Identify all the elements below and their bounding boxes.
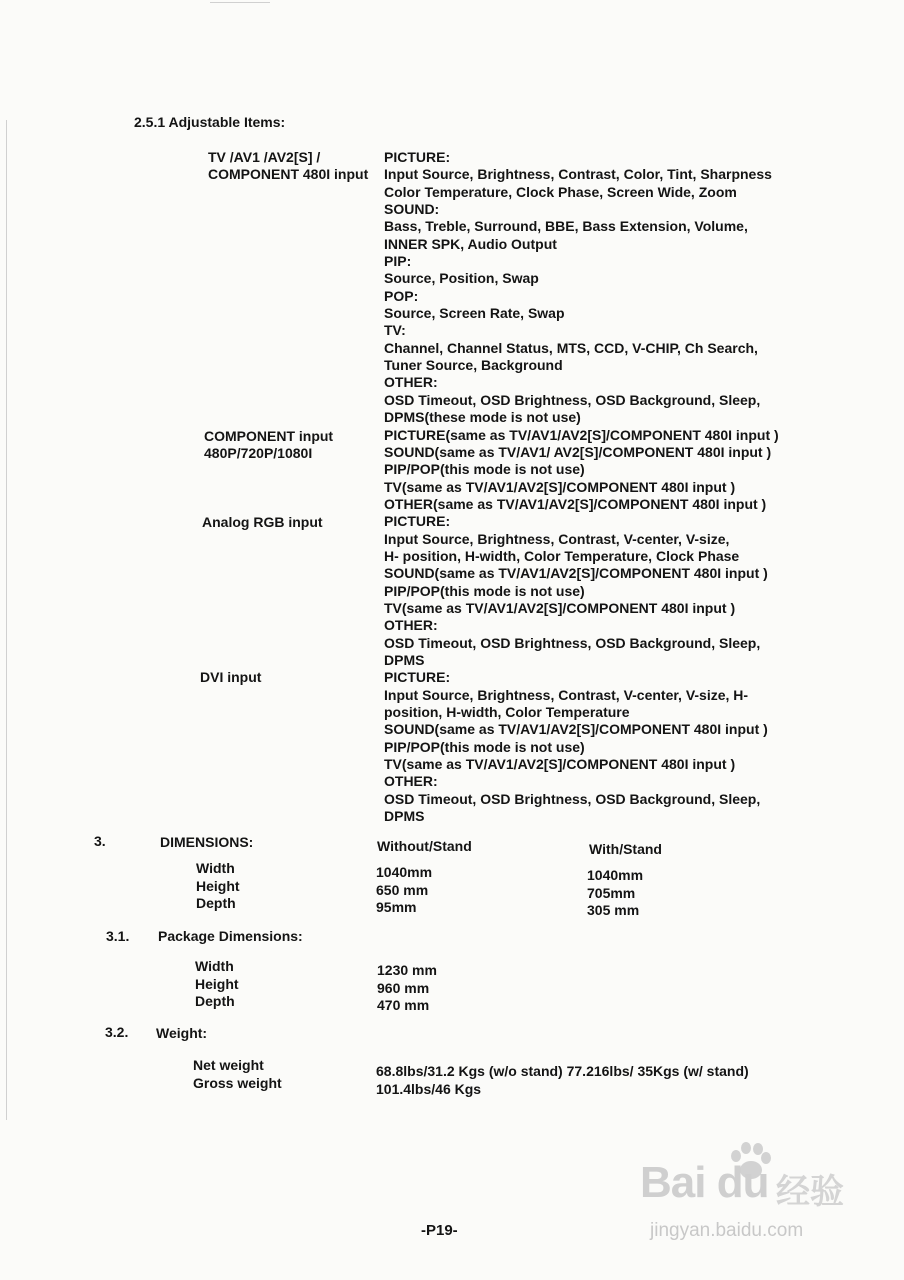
- item-line: Input Source, Brightness, Contrast, V-center, V-size, H-: [384, 686, 749, 703]
- scan-edge-mark: [210, 2, 270, 3]
- dimension-value: 305 mm: [587, 902, 640, 918]
- item-line: Bass, Treble, Surround, BBE, Bass Extension, Volume,: [384, 218, 748, 235]
- package-values: [377, 962, 437, 1015]
- item-line: Input Source, Brightness, Contrast, Color, Tint, Sharpness: [384, 166, 772, 183]
- item-line: TV(same as TV/AV1/AV2[S]/COMPONENT 480I input ): [384, 599, 736, 616]
- item-line: OTHER(same as TV/AV1/AV2[S]/COMPONENT 480I input ): [384, 495, 767, 512]
- item-line: SOUND(same as TV/AV1/AV2[S]/COMPONENT 480I input ): [384, 721, 768, 738]
- item-line: Tuner Source, Background: [384, 357, 563, 374]
- dimension-value: 1040mm: [376, 864, 433, 880]
- dimension-values-with-stand: [587, 867, 643, 920]
- item-line: TV(same as TV/AV1/AV2[S]/COMPONENT 480I input ): [384, 478, 736, 495]
- package-labels: [195, 958, 239, 1011]
- item-line: SOUND:: [384, 201, 440, 218]
- scan-edge-mark: [6, 120, 7, 1120]
- dimension-value: 705mm: [587, 884, 636, 901]
- dimension-label: Height: [196, 877, 240, 894]
- item-line: DPMS: [384, 651, 425, 668]
- package-label: Depth: [195, 993, 235, 1009]
- dimension-labels: [196, 860, 240, 913]
- item-line: Color Temperature, Clock Phase, Screen Wide, Zoom: [384, 183, 737, 200]
- item-line: PICTURE:: [384, 513, 451, 530]
- mode-label-line: COMPONENT 480I input: [208, 166, 369, 182]
- item-line: OSD Timeout, OSD Brightness, OSD Background, Sleep,: [384, 634, 761, 651]
- weight-label: Gross weight: [193, 1074, 282, 1091]
- page-number: -P19-: [421, 1222, 458, 1239]
- adjustable-items-list: [384, 149, 824, 825]
- item-line: Input Source, Brightness, Contrast, V-center, V-size,: [384, 530, 730, 547]
- item-line: DPMS(these mode is not use): [384, 409, 581, 426]
- item-line: PIP/POP(this mode is not use): [384, 582, 585, 599]
- item-line: Source, Screen Rate, Swap: [384, 305, 565, 322]
- dimensions-title: DIMENSIONS:: [160, 834, 254, 850]
- package-title: Package Dimensions:: [158, 928, 303, 944]
- weight-value: 68.8lbs/31.2 Kgs (w/o stand) 77.216lbs/ 35Kgs (w/ stand): [376, 1063, 749, 1079]
- item-line: PIP/POP(this mode is not use): [384, 738, 585, 755]
- dimension-value: 1040mm: [587, 867, 644, 883]
- weight-number: 3.2.: [105, 1024, 129, 1040]
- weight-values: [376, 1063, 749, 1098]
- watermark-brand: Bai du: [640, 1158, 769, 1207]
- mode-label-dvi: [200, 669, 261, 686]
- mode-label-line: Analog RGB input: [202, 514, 323, 530]
- item-line: PICTURE:: [384, 669, 451, 686]
- section-heading-adjustable-items: 2.5.1 Adjustable Items:: [134, 114, 286, 130]
- package-number: 3.1.: [106, 928, 130, 944]
- package-value: 470 mm: [377, 997, 430, 1013]
- dimension-values-without-stand: [376, 864, 432, 917]
- item-line: OSD Timeout, OSD Brightness, OSD Background, Sleep,: [384, 790, 761, 807]
- item-line: DPMS: [384, 808, 425, 825]
- item-line: SOUND(same as TV/AV1/AV2[S]/COMPONENT 480I input ): [384, 565, 768, 582]
- watermark-url: jingyan.baidu.com: [650, 1220, 804, 1241]
- column-header-with-stand: With/Stand: [589, 841, 662, 857]
- item-line: Source, Position, Swap: [384, 270, 539, 287]
- column-header-without-stand: Without/Stand: [377, 838, 472, 854]
- weight-title: Weight:: [156, 1025, 208, 1041]
- weight-label: Net weight: [193, 1057, 264, 1073]
- package-value: 1230 mm: [377, 962, 437, 978]
- item-line: PICTURE:: [384, 149, 451, 165]
- item-line: OSD Timeout, OSD Brightness, OSD Background, Sleep,: [384, 391, 761, 408]
- item-line: POP:: [384, 287, 419, 304]
- item-line: H- position, H-width, Color Temperature, Clock Phase: [384, 547, 740, 564]
- watermark-cn: 经验: [776, 1173, 844, 1211]
- item-line: SOUND(same as TV/AV1/ AV2[S]/COMPONENT 480I input ): [384, 443, 772, 460]
- item-line: PIP/POP(this mode is not use): [384, 461, 585, 478]
- item-line: OTHER:: [384, 773, 438, 790]
- item-line: Channel, Channel Status, MTS, CCD, V-CHIP, Ch Search,: [384, 339, 758, 356]
- mode-label-tv-av: [208, 149, 368, 183]
- package-label: Height: [195, 975, 239, 992]
- item-line: position, H-width, Color Temperature: [384, 704, 630, 720]
- dimensions-number: 3.: [94, 833, 106, 849]
- mode-label-component-hd: [204, 428, 333, 462]
- item-line: INNER SPK, Audio Output: [384, 235, 557, 252]
- mode-label-line: 480P/720P/1080I: [204, 445, 313, 461]
- item-line: PICTURE(same as TV/AV1/AV2[S]/COMPONENT 480I input ): [384, 426, 779, 443]
- mode-label-line: COMPONENT input: [204, 428, 334, 444]
- item-line: OTHER:: [384, 617, 438, 634]
- mode-label-line: DVI input: [200, 669, 262, 685]
- weight-value: 101.4lbs/46 Kgs: [376, 1080, 482, 1097]
- item-line: PIP:: [384, 253, 412, 270]
- baidu-watermark: [640, 1150, 860, 1260]
- mode-label-analog-rgb: [202, 514, 323, 531]
- item-line: TV(same as TV/AV1/AV2[S]/COMPONENT 480I input ): [384, 756, 736, 773]
- package-value: 960 mm: [377, 979, 430, 996]
- dimension-value: 95mm: [376, 899, 417, 915]
- item-line: TV:: [384, 322, 406, 339]
- item-line: OTHER:: [384, 374, 438, 391]
- dimension-label: Depth: [196, 895, 236, 911]
- dimension-label: Width: [196, 860, 235, 876]
- dimension-value: 650 mm: [376, 881, 429, 898]
- weight-labels: [193, 1057, 282, 1092]
- package-label: Width: [195, 958, 234, 974]
- mode-label-line: TV /AV1 /AV2[S] /: [208, 149, 321, 165]
